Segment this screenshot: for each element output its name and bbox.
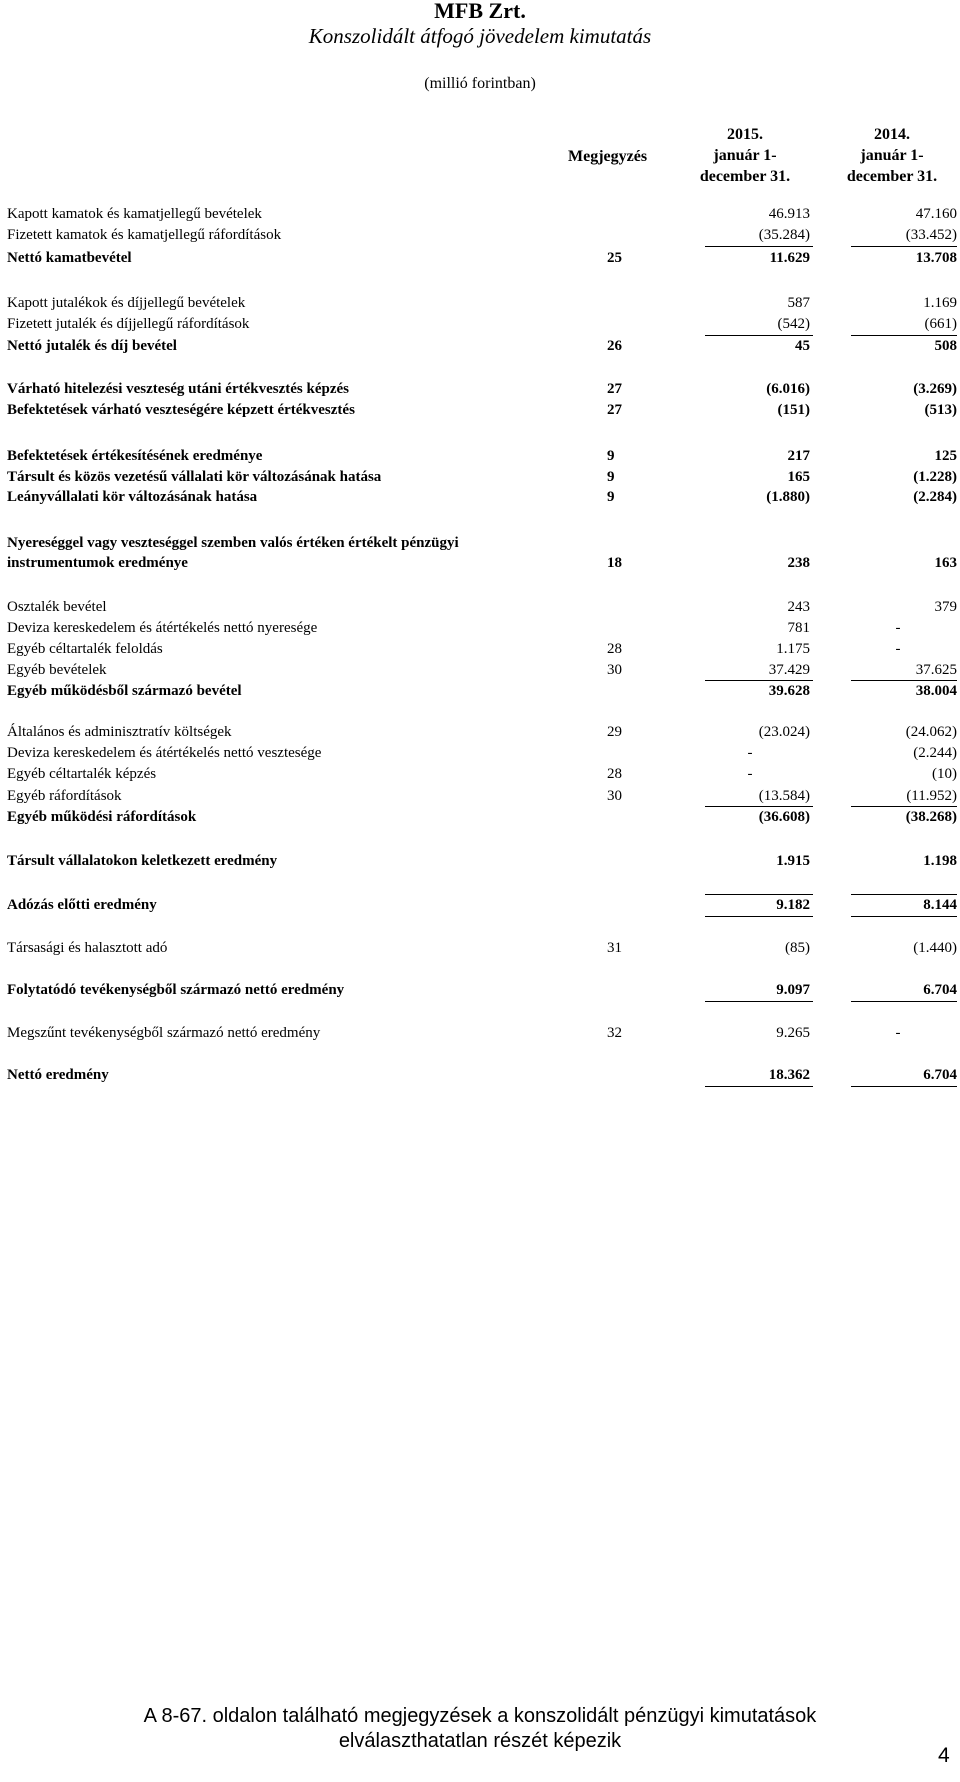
subtotal-rule xyxy=(851,246,957,247)
value-2014: 1.169 xyxy=(923,295,957,311)
value-2014: 379 xyxy=(934,599,957,615)
value-2015: - xyxy=(747,745,753,761)
table-row xyxy=(0,314,960,335)
column-header-note: Megjegyzés xyxy=(568,148,648,165)
note-ref: 32 xyxy=(607,1025,622,1041)
table-row xyxy=(0,553,960,574)
value-2015: 45 xyxy=(795,338,810,354)
table-row xyxy=(0,786,960,807)
value-2014: 13.708 xyxy=(915,250,957,266)
row-label: Leányvállalati kör változásának hatása xyxy=(7,489,258,505)
value-2015: 9.265 xyxy=(776,1025,810,1041)
value-2015: (6.016) xyxy=(766,381,810,397)
note-ref: 25 xyxy=(607,250,622,266)
row-label: Deviza kereskedelem és átértékelés nettó nyeresége xyxy=(7,620,318,636)
row-label: Nettó eredmény xyxy=(7,1067,109,1083)
row-label: Folytatódó tevékenységből származó nettó eredmény xyxy=(7,982,345,998)
note-ref: 28 xyxy=(607,766,622,782)
value-2015: 781 xyxy=(787,620,810,636)
note-ref: 31 xyxy=(607,940,622,956)
note-ref: 26 xyxy=(607,338,622,354)
value-2015: 9.182 xyxy=(776,897,810,913)
value-2014: 37.625 xyxy=(915,662,957,678)
row-label: Társasági és halasztott adó xyxy=(7,940,168,956)
table-row xyxy=(0,248,960,269)
total-rule xyxy=(851,916,957,917)
table-row xyxy=(0,851,960,872)
table-row xyxy=(0,204,960,225)
value-2014: 6.704 xyxy=(923,1067,957,1083)
row-label: Nettó jutalék és díj bevétel xyxy=(7,338,177,354)
value-2015: (23.024) xyxy=(758,724,810,740)
note-ref: 18 xyxy=(607,555,622,571)
total-rule xyxy=(705,1086,813,1087)
value-2014: (2.284) xyxy=(913,489,957,505)
row-label: Általános és adminisztratív költségek xyxy=(7,724,232,740)
table-row xyxy=(0,764,960,785)
value-2014: (661) xyxy=(924,316,957,332)
subtotal-rule xyxy=(705,246,813,247)
table-row xyxy=(0,980,960,1001)
column-header-2014 xyxy=(827,124,957,187)
value-2015: (35.284) xyxy=(758,227,810,243)
row-label: Kapott jutalékok és díjjellegű bevételek xyxy=(7,295,246,311)
row-label: Befektetések várható veszteségére képzett értékvesztés xyxy=(7,402,355,418)
total-rule xyxy=(705,916,813,917)
table-row xyxy=(0,743,960,764)
note-ref: 9 xyxy=(607,448,615,464)
value-2014: 6.704 xyxy=(923,982,957,998)
value-2014: - xyxy=(895,641,901,657)
value-2014: 8.144 xyxy=(923,897,957,913)
value-2014: (513) xyxy=(924,402,957,418)
note-ref: 30 xyxy=(607,788,622,804)
value-2015: (85) xyxy=(785,940,810,956)
company-name: MFB Zrt. xyxy=(434,0,526,23)
table-row xyxy=(0,938,960,959)
header-2015-start: január 1- xyxy=(713,147,777,164)
row-label: Kapott kamatok és kamatjellegű bevételek xyxy=(7,206,262,222)
row-label: Megszűnt tevékenységből származó nettó eredmény xyxy=(7,1025,321,1041)
table-row xyxy=(0,225,960,246)
note-ref: 29 xyxy=(607,724,622,740)
table-row xyxy=(0,293,960,314)
footer-note xyxy=(0,1704,960,1754)
note-ref: 9 xyxy=(607,489,615,505)
value-2015: - xyxy=(747,766,753,782)
table-row xyxy=(0,639,960,660)
total-rule xyxy=(705,1001,813,1002)
note-ref: 27 xyxy=(607,381,622,397)
value-2014: 47.160 xyxy=(915,206,957,222)
value-2015: 1.915 xyxy=(776,853,810,869)
header-2015-end: december 31. xyxy=(699,168,791,185)
table-row xyxy=(0,597,960,618)
value-2014: 163 xyxy=(934,555,957,571)
value-2014: (38.268) xyxy=(905,809,957,825)
column-header-2015 xyxy=(680,124,810,187)
page-number: 4 xyxy=(938,1744,950,1767)
footer-line-2: elválaszthatatlan részét képezik xyxy=(338,1730,622,1752)
table-row xyxy=(0,467,960,488)
row-label: Egyéb működésből származó bevétel xyxy=(7,683,242,699)
value-2015: 1.175 xyxy=(776,641,810,657)
table-row xyxy=(0,660,960,681)
value-2014: - xyxy=(895,1025,901,1041)
value-2015: (542) xyxy=(777,316,810,332)
table-row xyxy=(0,618,960,639)
value-2015: (36.608) xyxy=(758,809,810,825)
value-2014: (10) xyxy=(932,766,957,782)
value-2015: 11.629 xyxy=(769,250,810,266)
table-row xyxy=(0,446,960,467)
row-label: Egyéb céltartalék képzés xyxy=(7,766,157,782)
table-row xyxy=(0,722,960,743)
note-ref: 30 xyxy=(607,662,622,678)
row-label: Egyéb bevételek xyxy=(7,662,107,678)
row-label: Társult vállalatokon keletkezett eredmény xyxy=(7,853,278,869)
row-label-line1: Nyereséggel vagy veszteséggel szemben valós értéken értékelt pénzügyi xyxy=(7,535,459,551)
value-2015: 587 xyxy=(787,295,810,311)
header-2014-start: január 1- xyxy=(860,147,924,164)
row-label: Várható hitelezési veszteség utáni értékvesztés képzés xyxy=(7,381,349,397)
value-2015: 217 xyxy=(787,448,810,464)
footer-line-1: A 8-67. oldalon található megjegyzések a konszolidált pénzügyi kimutatások xyxy=(143,1705,817,1727)
row-label: Egyéb ráfordítások xyxy=(7,788,122,804)
table-row xyxy=(0,681,960,702)
table-row xyxy=(0,400,960,421)
note-ref: 9 xyxy=(607,469,615,485)
value-2014: (33.452) xyxy=(905,227,957,243)
row-label: Deviza kereskedelem és átértékelés nettó vesztesége xyxy=(7,745,322,761)
table-row xyxy=(0,336,960,357)
value-2014: 38.004 xyxy=(915,683,957,699)
value-2015: (1.880) xyxy=(766,489,810,505)
table-row xyxy=(0,1023,960,1044)
note-ref: 28 xyxy=(607,641,622,657)
row-label-line2: instrumentumok eredménye xyxy=(7,555,188,571)
table-row xyxy=(0,807,960,828)
value-2015: (13.584) xyxy=(758,788,810,804)
total-rule xyxy=(851,1086,957,1087)
row-label: Társult és közös vezetésű vállalati kör változásának hatása xyxy=(7,469,382,485)
value-2015: 39.628 xyxy=(768,683,810,699)
value-2015: 9.097 xyxy=(776,982,810,998)
row-label: Nettó kamatbevétel xyxy=(7,250,132,266)
header-2014-end: december 31. xyxy=(846,168,938,185)
row-label: Adózás előtti eredmény xyxy=(7,897,157,913)
value-2015: 37.429 xyxy=(768,662,810,678)
value-2014: (1.228) xyxy=(913,469,957,485)
header-2014-year: 2014. xyxy=(874,126,910,143)
row-label: Befektetések értékesítésének eredménye xyxy=(7,448,263,464)
value-2015: 18.362 xyxy=(768,1067,810,1083)
value-2014: 1.198 xyxy=(923,853,957,869)
table-row xyxy=(0,487,960,508)
value-2015: 243 xyxy=(787,599,810,615)
value-2014: (2.244) xyxy=(913,745,957,761)
row-label: Fizetett jutalék és díjjellegű ráfordítások xyxy=(7,316,250,332)
value-2014: 125 xyxy=(934,448,957,464)
table-row xyxy=(0,379,960,400)
table-row xyxy=(0,895,960,916)
total-rule xyxy=(851,1001,957,1002)
value-2015: 46.913 xyxy=(768,206,810,222)
value-2015: 238 xyxy=(787,555,810,571)
value-2015: (151) xyxy=(777,402,810,418)
statement-title: Konszolidált átfogó jövedelem kimutatás xyxy=(308,24,652,48)
row-label: Egyéb működési ráfordítások xyxy=(7,809,197,825)
value-2014: (24.062) xyxy=(905,724,957,740)
row-label: Egyéb céltartalék feloldás xyxy=(7,641,163,657)
value-2014: (11.952) xyxy=(906,788,957,804)
row-label: Fizetett kamatok és kamatjellegű ráfordítások xyxy=(7,227,282,243)
value-2014: (3.269) xyxy=(913,381,957,397)
table-row xyxy=(0,1065,960,1086)
value-2014: - xyxy=(895,620,901,636)
header-2015-year: 2015. xyxy=(727,126,763,143)
note-ref: 27 xyxy=(607,402,622,418)
row-label: Osztalék bevétel xyxy=(7,599,107,615)
unit-label: (millió forintban) xyxy=(424,75,536,92)
value-2014: (1.440) xyxy=(913,940,957,956)
value-2014: 508 xyxy=(934,338,957,354)
value-2015: 165 xyxy=(787,469,810,485)
